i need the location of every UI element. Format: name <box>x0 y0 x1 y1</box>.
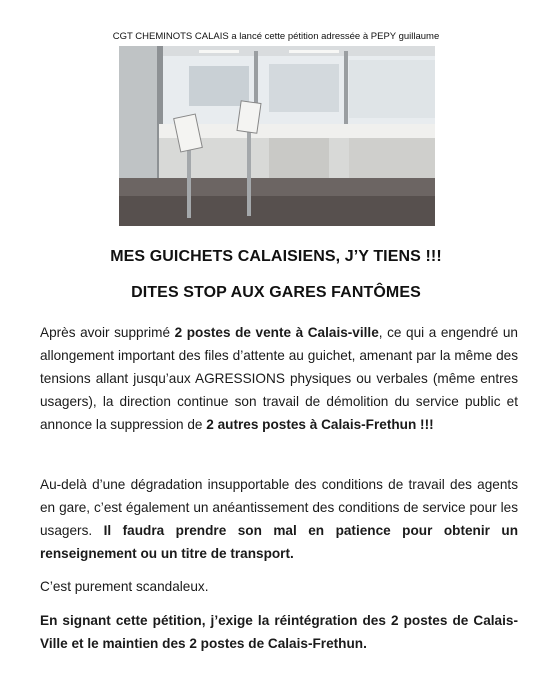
paragraph-4-bold: En signant cette pétition, j’exige la réintégration des 2 postes de Calais-Ville et le maintien des 2 postes de Calais-Frethun. <box>40 613 518 651</box>
petition-header: CGT CHEMINOTS CALAIS a lancé cette pétition adressée à PEPY guillaume <box>112 31 440 42</box>
headline-1: MES GUICHETS CALAISIENS, J’Y TIENS !!! <box>110 248 442 265</box>
paragraph-2-text: Au-delà d’une dégradation insupportable des conditions de travail des agents en gare, c’est également un anéantissement des conditions de service pour les usagers. <box>40 477 518 538</box>
paragraph-1-bold-b: 2 autres postes à Calais-Frethun !!! <box>206 417 434 432</box>
headline-2: DITES STOP AUX GARES FANTÔMES <box>131 284 421 301</box>
paragraph-1 <box>40 321 518 436</box>
paragraph-4 <box>40 609 518 655</box>
paragraph-2-bold: Il faudra prendre son mal en patience pour obtenir un renseignement ou un titre de transport. <box>40 523 518 561</box>
paragraph-1-bold-a: 2 postes de vente à Calais-ville <box>174 325 379 340</box>
paragraph-1-text-b: , ce qui a engendré un allongement important des files d’attente au guichet, amenant par la même des tensions allant jusqu’aux AGRESSIONS physiques ou verbales (même entres usagers), la direction continue son travail de démolition du service public et annonce la suppression de <box>40 325 518 432</box>
paragraph-3: C’est purement scandaleux. <box>40 579 209 594</box>
paragraph-1-text-a: Après avoir supprimé <box>40 325 175 340</box>
paragraph-2 <box>40 473 518 565</box>
station-ticket-counter-photo <box>119 46 435 226</box>
